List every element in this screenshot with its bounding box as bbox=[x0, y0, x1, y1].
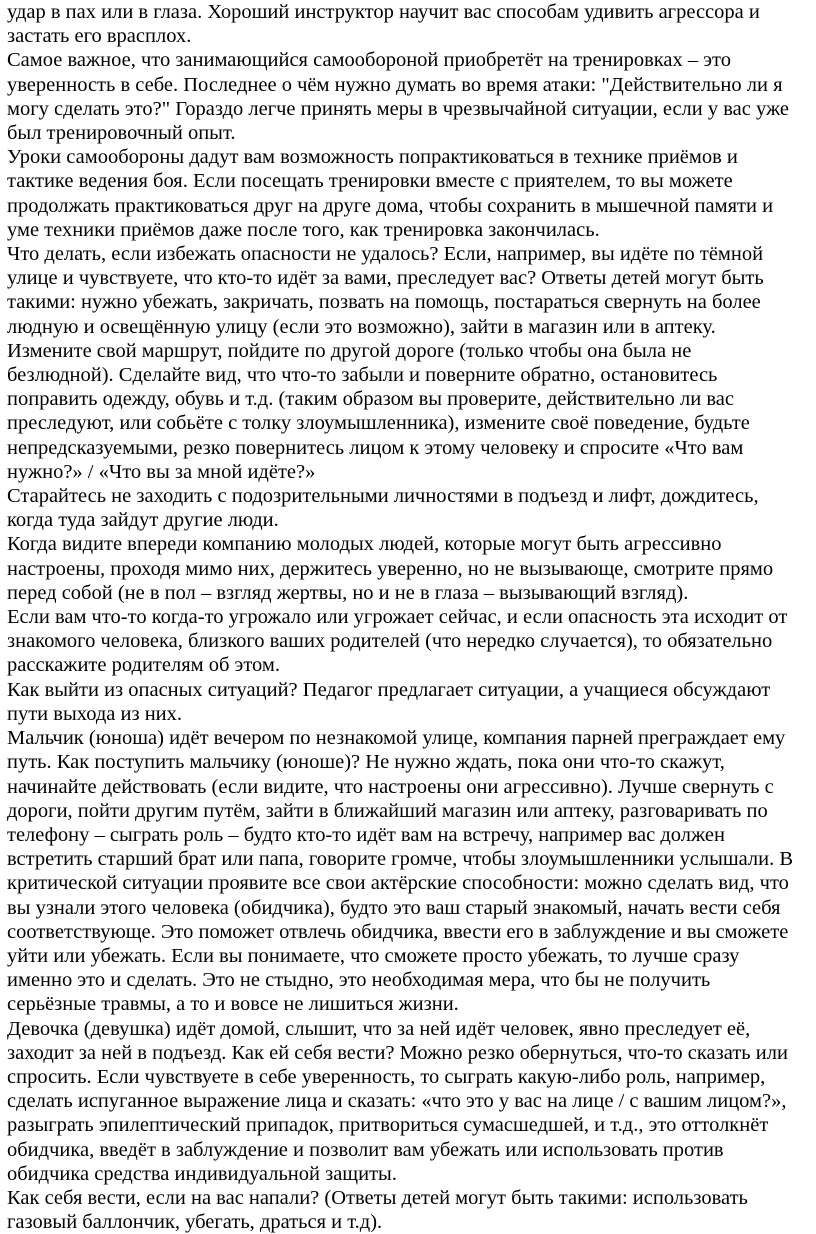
paragraph-11: Девочка (девушка) идёт домой, слышит, что за ней идёт человек, явно преследует её, заходит за ней в подъезд. Как ей себя вести? Можно резко обернуться, что-то сказать или спросить. Если чувствуете в себе уверенность, то сыграть какую-либо роль, например, сделать испуганное выражение лица и сказать: «что это у вас на лице / с вашим лицом?», разыграть эпилептический припадок, притвориться сумасшедшей, и т.д., это оттолкнёт обидчика, введёт в заблуждение и позволит вам убежать или использовать против обидчика средства индивидуальной защиты. bbox=[7, 1017, 788, 1185]
paragraph-4: Что делать, если избежать опасности не удалось? Если, например, вы идёте по тёмной улице и чувствуете, что кто-то идёт за вами, преследует вас? Ответы детей могут быть такими: нужно убежать, закричать, позвать на помощь, постараться свернуть на более людную и освещённую улицу (если это возможно), зайти в магазин или в аптеку. bbox=[7, 243, 764, 338]
paragraph-10: Мальчик (юноша) идёт вечером по незнакомой улице, компания парней преграждает ему путь. Как поступить мальчику (юноше)? Не нужно ждать, пока они что-то скажут, начинайте действовать (если видите, что настроены они агрессивно). Лучше свернуть с дороги, пойти другим путём, зайти в ближайший магазин или аптеку, разговаривать по телефону – сыграть роль – будто кто-то идёт вам на встречу, например вас должен встретить старший брат или папа, говорите громче, чтобы злоумышленники услышали. В критической ситуации проявите все свои актёрские способности: можно сделать вид, что вы узнали этого человека (обидчика), будто это ваш старый знакомый, начать вести себя соответствующе. Это поможет отвлечь обидчика, ввести его в заблуждение и вы сможете уйти или убежать. Если вы понимаете, что сможете просто убежать, то лучше сразу именно это и сделать. Это не стыдно, это необходимая мера, что бы не получить серьёзные травмы, а то и вовсе не лишиться жизни. bbox=[7, 727, 794, 1016]
paragraph-3: Уроки самообороны дадут вам возможность попрактиковаться в технике приёмов и тактике ведения боя. Если посещать тренировки вместе с приятелем, то вы можете продолжать практиковаться друг на друге дома, чтобы сохранить в мышечной памяти и уме техники приёмов даже после того, как тренировка закончилась. bbox=[7, 146, 774, 241]
paragraph-8: Если вам что-то когда-то угрожало или угрожает сейчас, и если опасность эта исходит от знакомого человека, близкого ваших родителей (что нередко случается), то обязательно расскажите родителям об этом. bbox=[7, 606, 788, 677]
paragraph-6: Старайтесь не заходить с подозрительными личностями в подъезд и лифт, дождитесь, когда туда зайдут другие люди. bbox=[7, 485, 759, 532]
paragraph-2: Самое важное, что занимающийся самообороной приобретёт на тренировках – это уверенность в себе. Последнее о чём нужно думать во время атаки: "Действительно ли я могу сделать это?" Гораздо легче принять меры в чрезвычайной ситуации, если у вас уже был тренировочный опыт. bbox=[7, 49, 789, 145]
paragraph-5: Измените свой маршрут, пойдите по другой дороге (только чтобы она была не безлюдной). Сделайте вид, что что-то забыли и поверните обратно, остановитесь поправить одежду, обувь и т.д. (таким образом вы проверите, действительно ли вас преследуют, или собьёте с толку злоумышленника), измените своё поведение, будьте непредсказуемыми, резко повернитесь лицом к этому человеку и спросите «Что вам нужно?» / «Что вы за мной идёте?» bbox=[7, 339, 750, 483]
paragraph-12: Как себя вести, если на вас напали? (Ответы детей могут быть такими: использовать газовый баллончик, убегать, драться и т.д). bbox=[7, 1186, 748, 1234]
paragraph-9: Как выйти из опасных ситуаций? Педагог предлагает ситуации, а учащиеся обсуждают пути выхода из них. bbox=[7, 678, 771, 725]
paragraph-1: удар в пах или в глаза. Хороший инструктор научит вас способам удивить агрессора и застать его врасплох. bbox=[7, 1, 760, 48]
paragraph-7: Когда видите впереди компанию молодых людей, которые могут быть агрессивно настроены, проходя мимо них, держитесь уверенно, но не вызывающе, смотрите прямо перед собой (не в пол – взгляд жертвы, но и не в глаза – вызывающий взгляд). bbox=[7, 533, 774, 604]
